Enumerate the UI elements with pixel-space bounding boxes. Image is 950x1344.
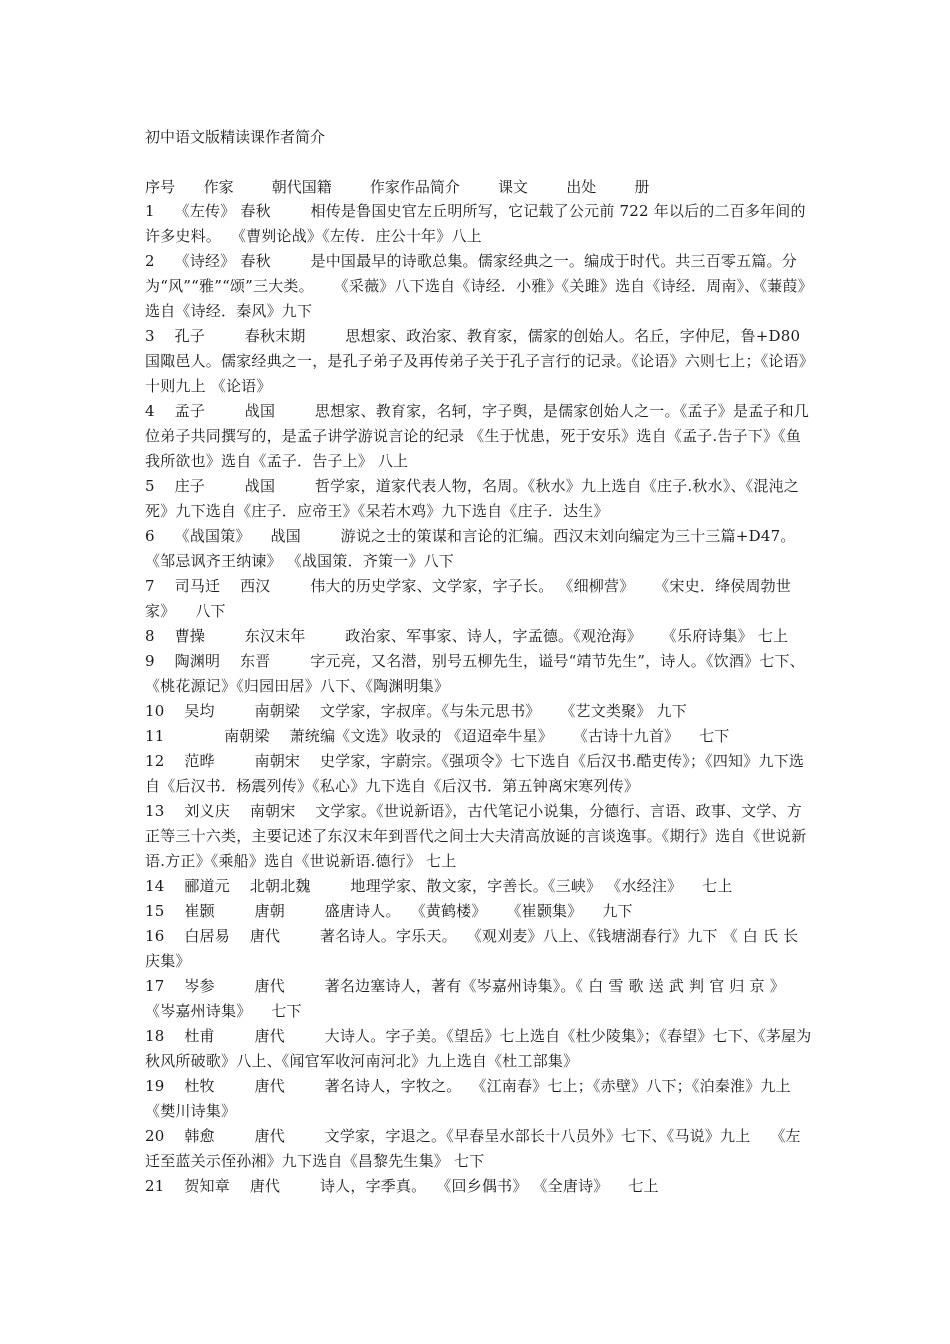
entry-row: 7 司马迁 西汉 伟大的历史学家、文学家，字子长。 《细柳营》 《宋史．绛侯周勃世家》 八下 (145, 577, 792, 620)
column-header-row: 序号 作家 朝代国籍 作家作品简介 课文 出处 册 (145, 178, 650, 196)
entry-row: 16 白居易 唐代 著名诗人。字乐天。 《观刈麦》八上、《钱塘湖春行》九下 《 白 氏 长庆集》 (145, 927, 799, 970)
entry-row: 20 韩愈 唐代 文学家，字退之。《早春呈水部长十八员外》七下、《马说》九上 《左迁至蓝关示侄孙湘》九下选自《昌黎先生集》 七下 (145, 1127, 801, 1170)
entry-row: 4 孟子 战国 思想家、教育家，名轲，字子舆，是儒家创始人之一。《孟子》是孟子和几位弟子共同撰写的，是孟子讲学游说言论的纪录 《生于忧患，死于安乐》选自《孟子.告子下》《鱼我所欲也》选自《孟子．告子上》 八上 (145, 402, 810, 470)
entry-row: 3 孔子 春秋末期 思想家、政治家、教育家，儒家的创始人。名丘，字仲尼，鲁+D80 国陬邑人。儒家经典之一，是孔子弟子及再传弟子关于孔子言行的记录。《论语》六则七上；《论语》十则九上 《论语》 (145, 327, 807, 395)
entry-row: 18 杜甫 唐代 大诗人。字子美。《望岳》七上选自《杜少陵集》；《春望》七下、《茅屋为秋风所破歌》八上、《闻官军收河南河北》九上选自《杜工部集》 (145, 1027, 812, 1070)
entry-row: 1 《左传》 春秋 相传是鲁国史官左丘明所写，它记载了公元前 722 年以后的二百多年间的许多史料。 《曹刿论战》《左传．庄公十年》八上 (145, 202, 806, 245)
entry-row: 5 庄子 战国 哲学家，道家代表人物，名周。《秋水》九上选自《庄子.秋水》、《混沌之死》九下选自《庄子．应帝王》《呆若木鸡》九下选自《庄子．达生》 (145, 477, 799, 520)
entry-row: 17 岑参 唐代 著名边塞诗人，著有《岑嘉州诗集》。《 白 雪 歌 送 武 判 官 归 京 》 《岑嘉州诗集》 七下 (145, 977, 805, 1020)
entry-row: 11 南朝梁 萧统编《文选》收录的 《迢迢牵牛星》 《古诗十九首》 七下 (145, 727, 730, 745)
author-entries (145, 199, 813, 1199)
entry-row: 10 吴均 南朝梁 文学家，字叔庠。《与朱元思书》 《艺文类聚》 九下 (145, 702, 687, 720)
entry-row: 2 《诗经》 春秋 是中国最早的诗歌总集。儒家经典之一。编成于时代。共三百零五篇。分为“风”“雅”“颂”三大类。 《采薇》八下选自《诗经．小雅》《关雎》选自《诗经．周南》、《蒹葭》选自《诗经．秦风》九下 (145, 252, 813, 320)
document-title: 初中语文版精读课作者简介 (145, 128, 326, 146)
entry-row: 9 陶渊明 东晋 字元亮，又名潜，别号五柳先生，谥号“靖节先生”，诗人。《饮酒》七下、《桃花源记》《归园田居》八下、《陶渊明集》 (145, 652, 805, 695)
entry-row: 15 崔颢 唐朝 盛唐诗人。 《黄鹤楼》 《崔颢集》 九下 (145, 902, 633, 920)
entry-row: 21 贺知章 唐代 诗人，字季真。 《回乡偶书》 《全唐诗》 七上 (145, 1177, 659, 1195)
entry-row: 6 《战国策》 战国 游说之士的策谋和言论的汇编。西汉末刘向编定为三十三篇+D47。 《邹忌讽齐王纳谏》 《战国策．齐策一》八下 (145, 527, 806, 570)
entry-row: 19 杜牧 唐代 著名诗人，字牧之。 《江南春》七上；《赤壁》八下；《泊秦淮》九上 《樊川诗集》 (145, 1077, 811, 1120)
entry-row: 13 刘义庆 南朝宋 文学家。《世说新语》，古代笔记小说集，分德行、言语、政事、文学、方正等三十六类，主要记述了东汉末年到晋代之间士大夫清高放诞的言谈逸事。《期行》选自《世说新语.方正》《乘船》选自《世说新语.德行》 七上 (145, 802, 807, 870)
entry-row: 8 曹操 东汉末年 政治家、军事家、诗人，字孟德。《观沧海》 《乐府诗集》 七上 (145, 627, 789, 645)
entry-row: 14 郦道元 北朝北魏 地理学家、散文家，字善长。《三峡》 《水经注》 七上 (145, 877, 733, 895)
entry-row: 12 范晔 南朝宋 史学家，字蔚宗。《强项令》七下选自《后汉书.酷吏传》；《四知》九下选自《后汉书．杨震列传》《私心》九下选自《后汉书．第五钟离宋寒列传》 (145, 752, 805, 795)
